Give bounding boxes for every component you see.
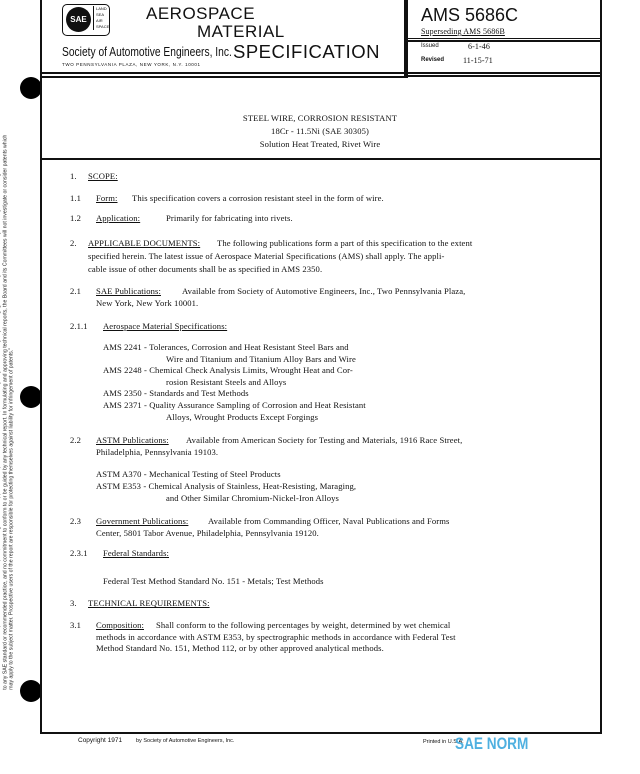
section-heading: Form: [96,193,118,203]
section-heading: APPLICABLE DOCUMENTS: [88,238,201,248]
section-text: The following publications form a part of this specification to the extent [217,238,473,248]
section-text: Available from American Society for Testing and Materials, 1916 Race Street, [186,435,463,445]
reference-item: Federal Test Method Standard No. 151 - Metals; Test Methods [103,576,324,586]
reference-item: Alloys, Wrought Products Except Forgings [166,412,319,422]
title-specification: SPECIFICATION [233,41,380,62]
reference-item: ASTM A370 - Mechanical Testing of Steel Products [96,469,281,479]
section-number: 1.1 [70,193,82,203]
section-number: 2.1.1 [70,321,88,331]
title-aerospace: AEROSPACE [146,4,256,23]
section-heading: ASTM Publications: [96,435,169,445]
punch-hole [20,77,42,99]
issued-label: Issued [421,43,439,49]
title-material: MATERIAL [197,22,285,41]
copyright-holder: by Society of Automotive Engineers, Inc. [136,738,235,744]
reference-item: AMS 2371 - Quality Assurance Sampling of Corrosion and Heat Resistant [103,400,366,410]
section-number: 2. [70,238,77,248]
section-heading: Composition: [96,620,144,630]
section-heading: Application: [96,213,141,223]
reference-item: ASTM E353 - Chemical Analysis of Stainless, Heat-Resisting, Maraging, [96,481,357,491]
section-number: 1.2 [70,213,82,223]
section-number: 3.1 [70,620,82,630]
doc-title-line: Solution Heat Treated, Rivet Wire [259,139,381,149]
org-address: TWO PENNSYLVANIA PLAZA, NEW YORK, N.Y. 10001 [62,62,201,67]
section-text: Available from Society of Automotive Engineers, Inc., Two Pennsylvania Plaza, [182,286,466,296]
reference-item: and Other Similar Chromium-Nickel-Iron Alloys [166,493,340,503]
section-heading: TECHNICAL REQUIREMENTS: [88,598,210,608]
doc-title-line: 18Cr - 11.5Ni (SAE 30305) [271,126,369,136]
punch-hole [20,680,42,702]
section-text: Method Standard No. 151, Method 112, or by other approved analytical methods. [96,643,384,653]
section-text: methods in accordance with ASTM E353, by spectrographic methods in accordance with Federal Test [96,632,456,642]
copyright: Copyright 1971 [78,737,123,744]
spec-number: AMS 5686C [421,5,519,25]
section-heading: SCOPE: [88,171,118,181]
section-heading: Aerospace Material Specifications: [103,321,228,331]
punch-hole [20,386,42,408]
section-text: Center, 5801 Tabor Avenue, Philadelphia, Pennsylvania 19120. [96,528,319,538]
reference-item: rosion Resistant Steels and Alloys [166,377,287,387]
section-text: Philadelphia, Pennsylvania 19103. [96,447,219,457]
reference-item: AMS 2350 - Standards and Test Methods [103,388,249,398]
section-number: 2.3.1 [70,548,88,558]
revised-date: 11-15-71 [463,56,493,65]
reference-item: AMS 2241 - Tolerances, Corrosion and Heat Resistant Steel Bars and [103,342,349,352]
section-text: Available from Commanding Officer, Naval Publications and Forms [208,516,450,526]
section-text: cable issue of other documents shall be as specified in AMS 2350. [88,264,323,274]
issued-date: 6-1-46 [468,42,490,51]
section-text: specified herein. The latest issue of Aerospace Material Specifications (AMS) shall apply. The appli- [88,251,445,261]
section-number: 2.3 [70,516,82,526]
section-text: This specification covers a corrosion resistant steel in the form of wire. [132,193,384,203]
section-number: 2.1 [70,286,82,296]
reference-item: Wire and Titanium and Titanium Alloy Bars and Wire [166,354,356,364]
org-name: Society of Automotive Engineers, Inc. [62,45,232,59]
reference-item: AMS 2248 - Chemical Check Analysis Limits, Wrought Heat and Cor- [103,365,353,375]
side-disclaimer: to any SAE standard or recommended practice, and no commitment to conform to or be guided by any technical report. In formulating and approving technical reports, the Board and its Committees will not investigate or consider patents which may apply to the subject matter. Prospective users of the report are responsible for protecting themselves against liability for infringement of patents." [1,134,15,690]
section-heading: Government Publications: [96,516,189,526]
section-number: 2.2 [70,435,82,445]
section-heading: Federal Standards: [103,548,169,558]
section-number: 1. [70,171,77,181]
section-text: Primarily for fabricating into rivets. [166,213,293,223]
watermark-logo: SAE NORM [455,734,529,753]
supersedes: Superseding AMS 5686B [421,27,505,36]
section-number: 3. [70,598,77,608]
sae-logo: SAE LAND SEA AIR SPACE [62,4,110,36]
printed-in: Printed in U.S.A. [423,739,464,745]
section-text: New York, New York 10001. [96,298,199,308]
section-text: Shall conform to the following percentages by weight, determined by wet chemical [156,620,451,630]
section-heading: SAE Publications: [96,286,161,296]
revised-label: Revised [421,57,445,63]
doc-title-line: STEEL WIRE, CORROSION RESISTANT [242,113,398,123]
